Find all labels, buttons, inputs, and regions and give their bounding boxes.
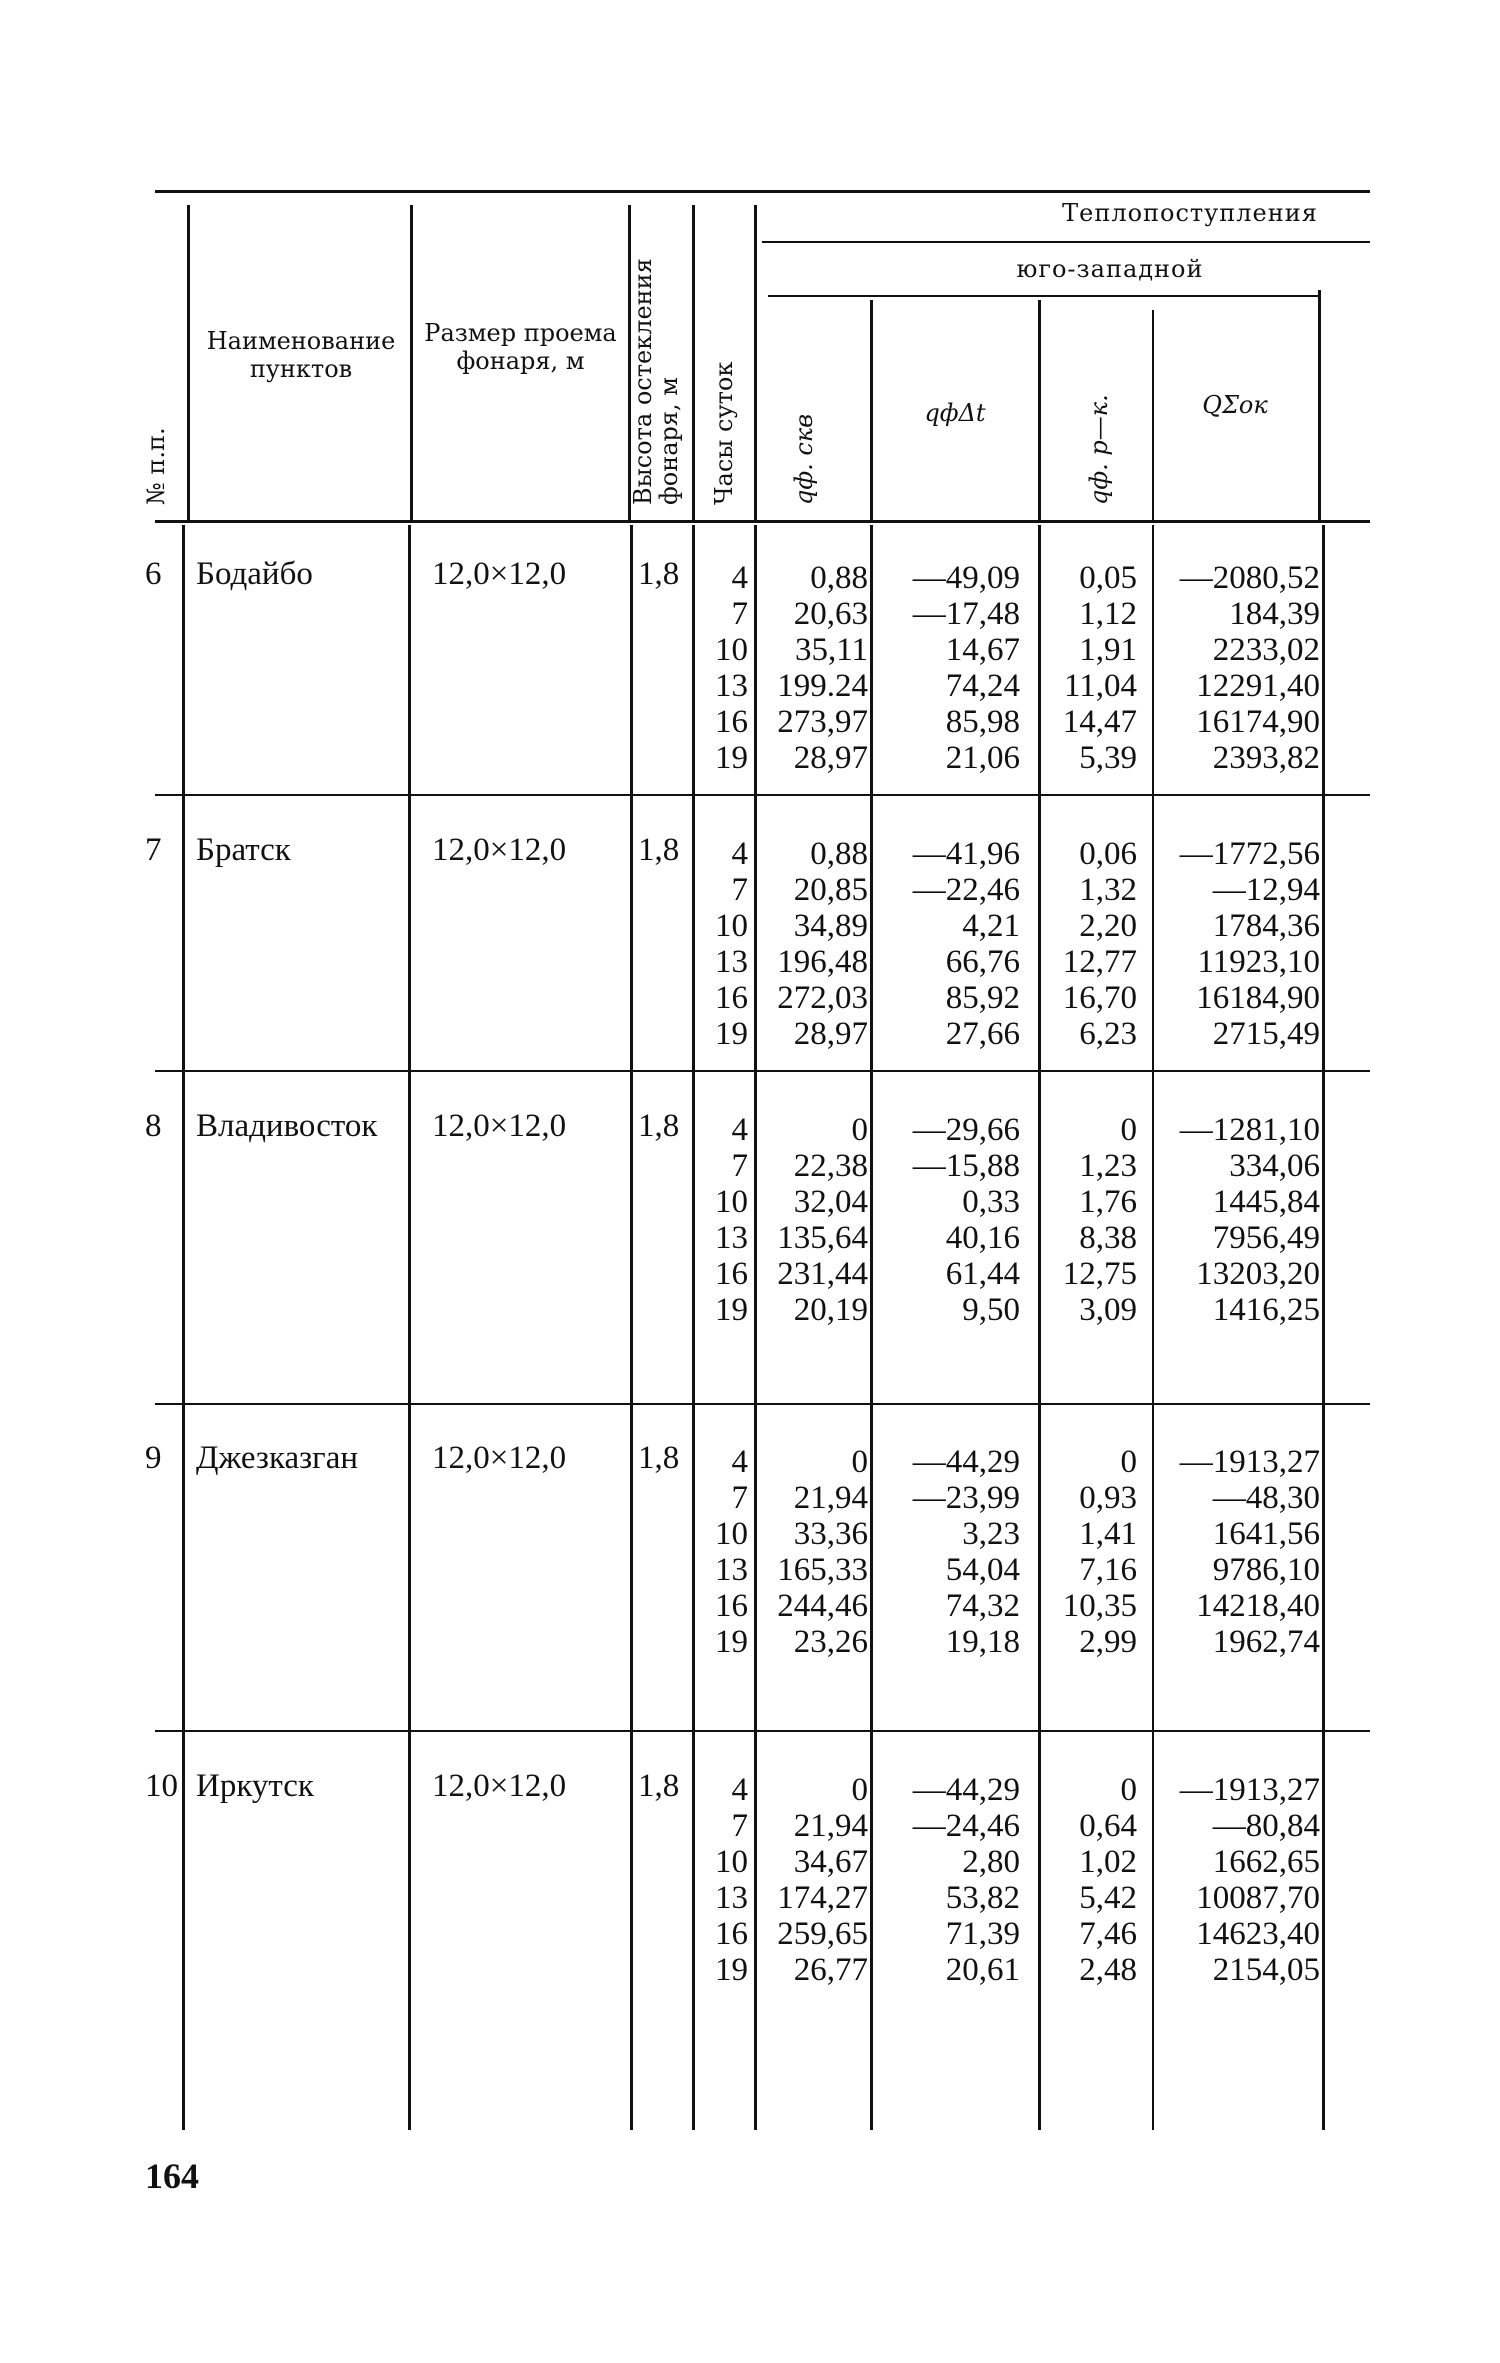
body-sep-5 <box>754 525 757 2130</box>
row-sep-10 <box>155 1730 1370 1732</box>
row-size: 12,0×12,0 <box>432 1108 567 1144</box>
row-name: Бодайбо <box>196 556 313 592</box>
body-sep-1 <box>182 525 185 2130</box>
row-name: Джезказган <box>196 1440 359 1476</box>
row-height: 1,8 <box>638 1108 680 1144</box>
body-sep-8 <box>1152 525 1154 2130</box>
row-sep-9 <box>155 1403 1370 1405</box>
heat-rule <box>762 241 1370 243</box>
row-q-dt: —44,29 —23,99 3,23 54,04 74,32 19,18 <box>912 1444 1020 1660</box>
row-height: 1,8 <box>638 832 680 868</box>
row-q-sum: —2080,52 184,39 2233,02 12291,40 16174,90 2393,82 <box>1179 560 1320 776</box>
header-sep-1 <box>187 205 190 520</box>
row-sep-7 <box>155 794 1370 796</box>
row-q-sum: —1913,27 —48,30 1641,56 9786,10 14218,40 1962,74 <box>1179 1444 1320 1660</box>
header-q-skv: qф. скв <box>790 413 818 505</box>
row-size: 12,0×12,0 <box>432 1440 567 1476</box>
body-sep-9 <box>1322 525 1325 2130</box>
row-size: 12,0×12,0 <box>432 556 567 592</box>
row-height: 1,8 <box>638 556 680 592</box>
row-number: 8 <box>145 1108 162 1144</box>
header-hours: Часы суток <box>710 361 738 505</box>
row-q-sum: —1772,56 —12,94 1784,36 11923,10 16184,90 2715,49 <box>1179 836 1320 1052</box>
row-size: 12,0×12,0 <box>432 1768 567 1804</box>
header-sep-9 <box>1318 290 1321 520</box>
header-sep-5 <box>754 205 757 520</box>
row-name: Братск <box>196 832 291 868</box>
header-heat: Теплопоступления <box>1062 199 1318 227</box>
row-number: 6 <box>145 556 162 592</box>
body-sep-4 <box>692 525 695 2130</box>
header-sep-6 <box>870 300 873 520</box>
body-sep-2 <box>408 525 411 2130</box>
header-q-rk: qф. р—к. <box>1085 394 1113 505</box>
header-num: № п.п. <box>142 427 170 505</box>
row-q-sum: —1281,10 334,06 1445,84 7956,49 13203,20 1416,25 <box>1179 1112 1320 1328</box>
row-q-rk: 0 1,23 1,76 8,38 12,75 3,09 <box>1062 1112 1137 1328</box>
header-sep-8 <box>1152 310 1154 520</box>
row-q-dt: —49,09 —17,48 14,67 74,24 85,98 21,06 <box>912 560 1020 776</box>
body-sep-7 <box>1038 525 1041 2130</box>
row-sep-8 <box>155 1070 1370 1072</box>
header-sep-2 <box>410 205 413 520</box>
header-sep-4 <box>692 205 695 520</box>
header-height: Высота остекления фонаря, м <box>629 258 683 505</box>
body-sep-3 <box>630 525 633 2130</box>
row-hours: 4 7 10 13 16 19 <box>715 560 748 776</box>
row-name: Владивосток <box>196 1108 378 1144</box>
row-hours: 4 7 10 13 16 19 <box>715 1444 748 1660</box>
header-bottom-rule <box>155 520 1370 523</box>
row-q-skv: 0 22,38 32,04 135,64 231,44 20,19 <box>777 1112 868 1328</box>
row-height: 1,8 <box>638 1768 680 1804</box>
row-size: 12,0×12,0 <box>432 832 567 868</box>
row-height: 1,8 <box>638 1440 680 1476</box>
header-q-dt: qфΔt <box>924 399 986 427</box>
row-q-skv: 0,88 20,85 34,89 196,48 272,03 28,97 <box>777 836 868 1052</box>
row-q-skv: 0,88 20,63 35,11 199.24 273,97 28,97 <box>777 560 868 776</box>
row-hours: 4 7 10 13 16 19 <box>715 836 748 1052</box>
page-number: 164 <box>145 2156 199 2196</box>
header-direction: юго-западной <box>1016 255 1204 283</box>
header-size: Размер проема фонаря, м <box>424 319 617 375</box>
header-sep-7 <box>1038 300 1041 520</box>
header-q-sum: QΣок <box>1202 391 1268 419</box>
direction-rule <box>768 295 1320 297</box>
row-name: Иркутск <box>196 1768 314 1804</box>
body-sep-6 <box>870 525 873 2130</box>
row-hours: 4 7 10 13 16 19 <box>715 1772 748 1988</box>
row-q-dt: —44,29 —24,46 2,80 53,82 71,39 20,61 <box>912 1772 1020 1988</box>
row-q-rk: 0 0,64 1,02 5,42 7,46 2,48 <box>1079 1772 1137 1988</box>
row-q-rk: 0,06 1,32 2,20 12,77 16,70 6,23 <box>1062 836 1137 1052</box>
row-q-dt: —41,96 —22,46 4,21 66,76 85,92 27,66 <box>912 836 1020 1052</box>
row-hours: 4 7 10 13 16 19 <box>715 1112 748 1328</box>
row-number: 7 <box>145 832 162 868</box>
table-top-rule <box>155 190 1370 193</box>
row-q-skv: 0 21,94 33,36 165,33 244,46 23,26 <box>777 1444 868 1660</box>
row-q-rk: 0,05 1,12 1,91 11,04 14,47 5,39 <box>1062 560 1137 776</box>
header-name: Наименование пунктов <box>206 327 396 383</box>
row-q-sum: —1913,27 —80,84 1662,65 10087,70 14623,40 2154,05 <box>1179 1772 1320 1988</box>
row-number: 9 <box>145 1440 162 1476</box>
row-number: 10 <box>145 1768 178 1804</box>
row-q-skv: 0 21,94 34,67 174,27 259,65 26,77 <box>777 1772 868 1988</box>
row-q-rk: 0 0,93 1,41 7,16 10,35 2,99 <box>1062 1444 1137 1660</box>
row-q-dt: —29,66 —15,88 0,33 40,16 61,44 9,50 <box>912 1112 1020 1328</box>
